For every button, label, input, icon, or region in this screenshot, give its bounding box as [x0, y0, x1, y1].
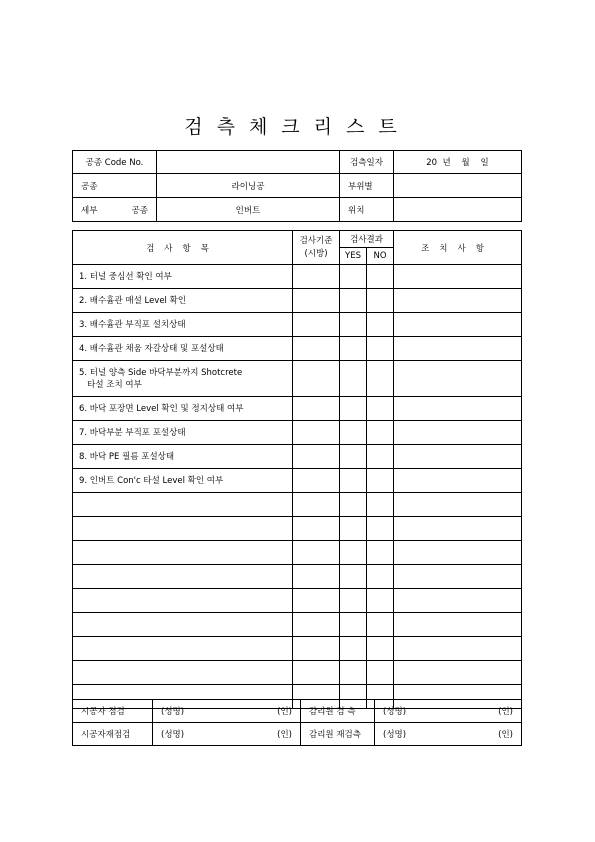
standard-cell[interactable]	[293, 637, 340, 661]
supervisor-signature-field[interactable]	[375, 700, 522, 723]
standard-cell[interactable]	[293, 589, 340, 613]
item-cell[interactable]	[73, 613, 293, 637]
location-value-field[interactable]	[394, 198, 522, 222]
action-cell[interactable]	[394, 445, 522, 469]
name-label: (성명)	[161, 707, 185, 717]
info-row-code	[73, 151, 522, 174]
standard-cell[interactable]	[293, 565, 340, 589]
supervisor-reinspection-label: 감리원 재검측	[301, 723, 375, 746]
yes-cell[interactable]	[340, 421, 367, 445]
no-cell[interactable]	[367, 541, 394, 565]
date-value-field[interactable]: 20 년 월 일	[394, 151, 522, 174]
contractor-reinspection-label: 시공자재점검	[73, 723, 153, 746]
contractor-inspection-label: 시공자 점검	[73, 700, 153, 723]
standard-cell[interactable]	[293, 313, 340, 337]
checklist-item: 1. 터널 중심선 확인 여부	[73, 265, 293, 289]
standard-cell[interactable]	[293, 613, 340, 637]
code-value-field[interactable]	[157, 151, 340, 174]
no-cell[interactable]	[367, 661, 394, 685]
no-cell[interactable]	[367, 421, 394, 445]
checklist-row	[73, 445, 522, 469]
yes-cell[interactable]	[340, 313, 367, 337]
name-label: (성명)	[161, 730, 185, 740]
detail-value[interactable]: 인버트	[157, 198, 340, 222]
action-cell[interactable]	[394, 421, 522, 445]
name-label: (성명)	[383, 730, 407, 740]
part-label: 부위별	[340, 174, 394, 198]
standard-cell[interactable]	[293, 289, 340, 313]
standard-cell[interactable]	[293, 397, 340, 421]
yes-cell[interactable]	[340, 589, 367, 613]
standard-cell[interactable]	[293, 661, 340, 685]
standard-cell[interactable]	[293, 421, 340, 445]
signature-row	[73, 723, 522, 746]
checklist-row	[73, 313, 522, 337]
action-cell[interactable]	[394, 265, 522, 289]
no-cell[interactable]	[367, 337, 394, 361]
action-cell[interactable]	[394, 589, 522, 613]
header-item: 검사항목	[73, 231, 293, 265]
seal-label: (인)	[498, 707, 513, 717]
checklist-empty-row	[73, 565, 522, 589]
action-cell[interactable]	[394, 493, 522, 517]
action-cell[interactable]	[394, 541, 522, 565]
action-cell[interactable]	[394, 613, 522, 637]
no-cell[interactable]	[367, 289, 394, 313]
info-table	[72, 150, 522, 222]
no-cell[interactable]	[367, 469, 394, 493]
checklist-empty-row	[73, 589, 522, 613]
header-standard	[293, 231, 340, 265]
action-cell[interactable]	[394, 337, 522, 361]
standard-cell[interactable]	[293, 265, 340, 289]
action-cell[interactable]	[394, 361, 522, 397]
part-value-field[interactable]	[394, 174, 522, 198]
no-cell[interactable]	[367, 445, 394, 469]
supervisor-inspection-label: 감리원 검 측	[301, 700, 375, 723]
action-cell[interactable]	[394, 565, 522, 589]
yes-cell[interactable]	[340, 541, 367, 565]
checklist-empty-row	[73, 517, 522, 541]
info-row-work	[73, 174, 522, 198]
checklist-empty-row	[73, 493, 522, 517]
name-label: (성명)	[383, 707, 407, 717]
header-yes: YES	[340, 248, 367, 265]
yes-cell[interactable]	[340, 337, 367, 361]
no-cell[interactable]	[367, 589, 394, 613]
yes-cell[interactable]	[340, 445, 367, 469]
checklist-empty-row	[73, 613, 522, 637]
checklist-row	[73, 337, 522, 361]
info-row-detail	[73, 198, 522, 222]
standard-cell[interactable]	[293, 361, 340, 397]
checklist-row	[73, 289, 522, 313]
yes-cell[interactable]	[340, 469, 367, 493]
action-cell[interactable]	[394, 469, 522, 493]
standard-cell[interactable]	[293, 541, 340, 565]
checklist-item: 4. 배수흄관 채움 자갈상태 및 포설상태	[73, 337, 293, 361]
checklist-empty-row	[73, 637, 522, 661]
yes-cell[interactable]	[340, 493, 367, 517]
yes-cell[interactable]	[340, 397, 367, 421]
no-cell[interactable]	[367, 565, 394, 589]
seal-label: (인)	[277, 707, 292, 717]
checklist-empty-row	[73, 661, 522, 685]
page-title: 검측체크리스트	[184, 116, 411, 138]
checklist-row	[73, 265, 522, 289]
item-cell[interactable]	[73, 589, 293, 613]
checklist-item: 8. 바닥 PE 필름 포설상태	[73, 445, 293, 469]
action-cell[interactable]	[394, 637, 522, 661]
yes-cell[interactable]	[340, 517, 367, 541]
signature-table	[72, 699, 522, 746]
yes-cell[interactable]	[340, 289, 367, 313]
checklist-row	[73, 361, 522, 397]
checklist-table	[72, 230, 522, 709]
item-cell[interactable]	[73, 493, 293, 517]
no-cell[interactable]	[367, 637, 394, 661]
item-cell[interactable]	[73, 565, 293, 589]
yes-cell[interactable]	[340, 361, 367, 397]
action-cell[interactable]	[394, 289, 522, 313]
standard-cell[interactable]	[293, 337, 340, 361]
yes-cell[interactable]	[340, 565, 367, 589]
seal-label: (인)	[277, 730, 292, 740]
checklist-row	[73, 397, 522, 421]
item-cell[interactable]	[73, 661, 293, 685]
supervisor-resignature-field[interactable]	[375, 723, 522, 746]
no-cell[interactable]	[367, 613, 394, 637]
checklist-item	[73, 361, 293, 397]
yes-cell[interactable]	[340, 613, 367, 637]
no-cell[interactable]	[367, 397, 394, 421]
header-result: 검사결과	[340, 231, 394, 248]
standard-cell[interactable]	[293, 445, 340, 469]
header-action: 조치사항	[394, 231, 522, 265]
checklist-header-row	[73, 231, 522, 248]
detail-label: 세부 공종	[73, 198, 157, 222]
code-label: 공종 Code No.	[73, 151, 157, 174]
work-label: 공종	[73, 174, 157, 198]
checklist-item: 7. 바닥부분 부직포 포설상태	[73, 421, 293, 445]
standard-cell[interactable]	[293, 493, 340, 517]
checklist-item-5-line1: 5. 터널 양측 Side 바닥부분까지 Shotcrete	[79, 367, 243, 378]
checklist-row	[73, 421, 522, 445]
action-cell[interactable]	[394, 397, 522, 421]
no-cell[interactable]	[367, 265, 394, 289]
date-label: 검측일자	[340, 151, 394, 174]
standard-cell[interactable]	[293, 517, 340, 541]
no-cell[interactable]	[367, 361, 394, 397]
no-cell[interactable]	[367, 313, 394, 337]
header-no: NO	[367, 248, 394, 265]
location-label: 위치	[340, 198, 394, 222]
checklist-item-5-line2: 타설 조치 여부	[79, 379, 142, 390]
yes-cell[interactable]	[340, 661, 367, 685]
no-cell[interactable]	[367, 493, 394, 517]
work-value[interactable]: 라이닝공	[157, 174, 340, 198]
yes-cell[interactable]	[340, 265, 367, 289]
header-standard-line1: 검사기준	[299, 235, 333, 246]
checklist-item: 3. 배수흄관 부직포 설치상태	[73, 313, 293, 337]
item-cell[interactable]	[73, 637, 293, 661]
standard-cell[interactable]	[293, 469, 340, 493]
seal-label: (인)	[498, 730, 513, 740]
checklist-row	[73, 469, 522, 493]
item-cell[interactable]	[73, 517, 293, 541]
checklist-item: 2. 배수흄관 매설 Level 확인	[73, 289, 293, 313]
yes-cell[interactable]	[340, 637, 367, 661]
header-standard-line2: (시방)	[304, 248, 328, 259]
item-cell[interactable]	[73, 541, 293, 565]
checklist-item: 6. 바닥 포장면 Level 확인 및 정지상태 여부	[73, 397, 293, 421]
action-cell[interactable]	[394, 517, 522, 541]
action-cell[interactable]	[394, 313, 522, 337]
contractor-signature-field[interactable]	[153, 700, 301, 723]
contractor-resignature-field[interactable]	[153, 723, 301, 746]
signature-row	[73, 700, 522, 723]
no-cell[interactable]	[367, 517, 394, 541]
action-cell[interactable]	[394, 661, 522, 685]
checklist-item: 9. 인버트 Con'c 타설 Level 확인 여부	[73, 469, 293, 493]
checklist-empty-row	[73, 541, 522, 565]
